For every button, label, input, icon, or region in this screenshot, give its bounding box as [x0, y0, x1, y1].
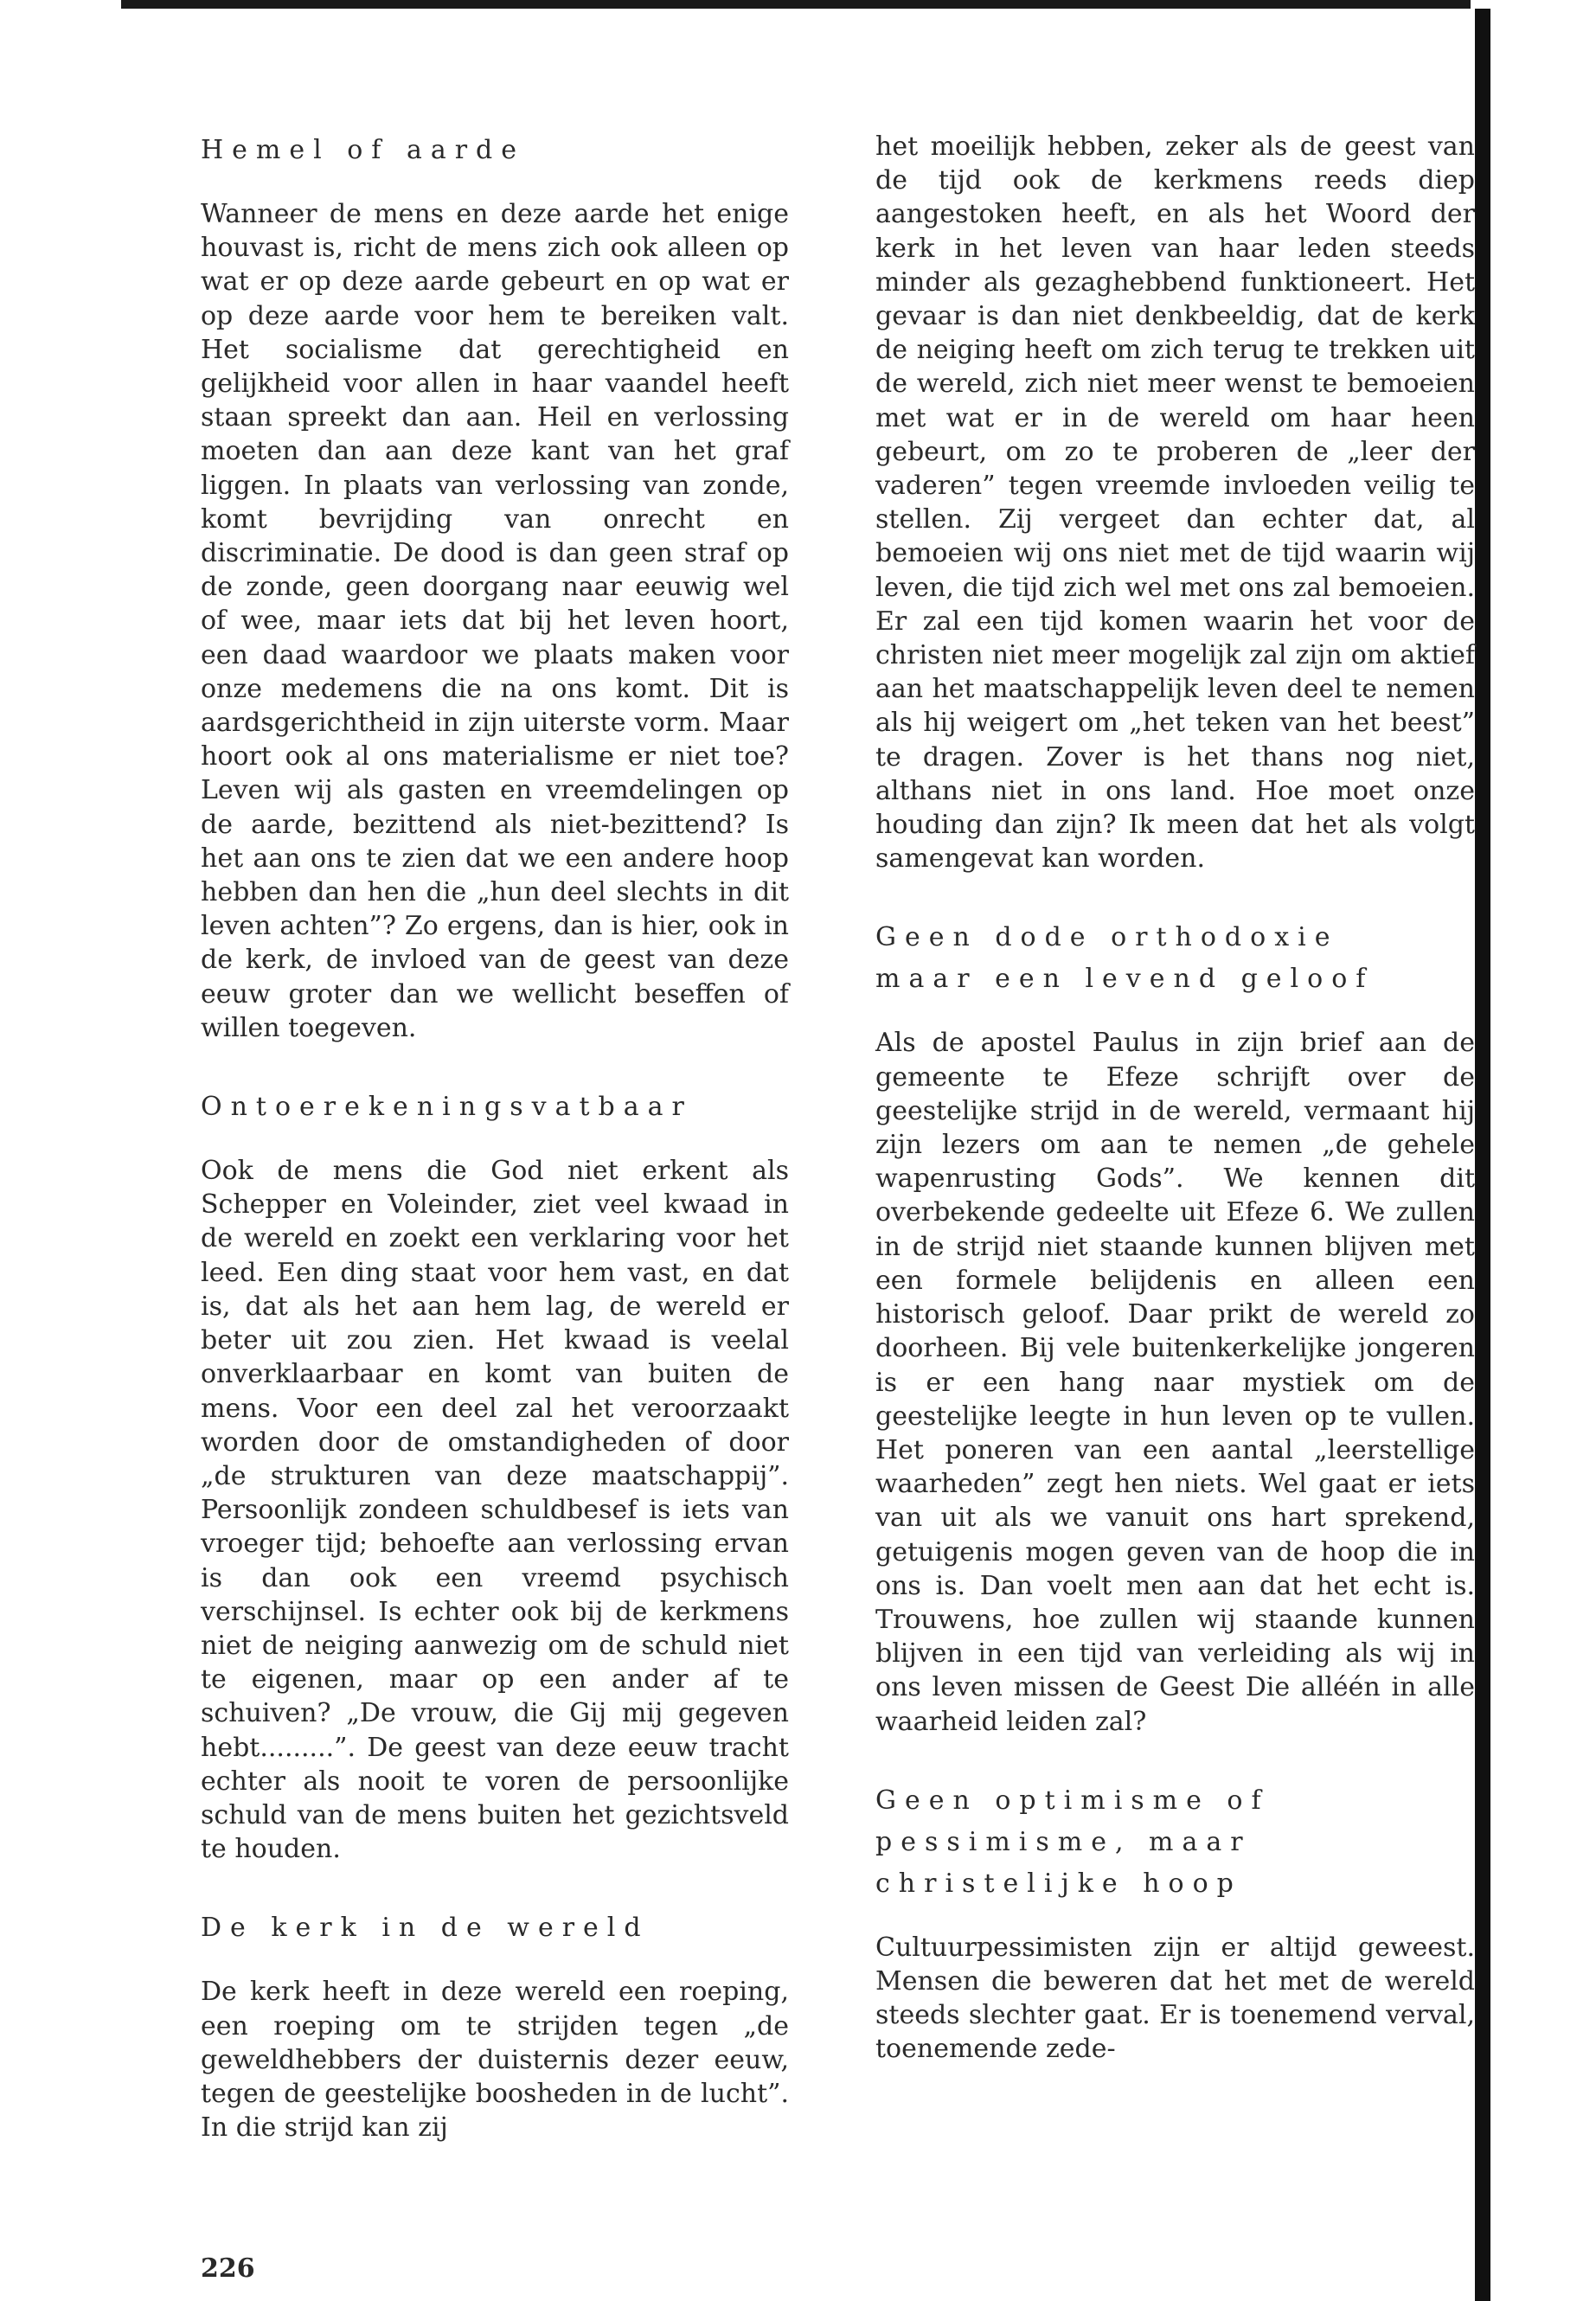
- right-column: [875, 130, 1475, 2108]
- left-column: [201, 130, 789, 2186]
- paragraph-ontoerekeningsvatbaar: Ook de mens die God niet erkent als Schepper en Voleinder, ziet veel kwaad in de wereld en zoekt een verklaring voor het leed. Een ding staat voor hem vast, en dat is, dat als het aan hem lag, de wereld er beter uit zou zien. Het kwaad is veelal onverklaarbaar en komt van buiten de mens. Voor een deel zal het veroorzaakt worden door de omstandigheden of door „de strukturen van deze maatschappij”. Persoonlijk zondeen schuldbesef is iets van vroeger tijd; behoefte aan verlossing ervan is dan ook een vreemd psychisch verschijnsel. Is echter ook bij de kerkmens niet de neiging aanwezig om de schuld niet te eigenen, maar op een ander af te schuiven? „De vrouw, die Gij mij gegeven hebt.........”. De geest van deze eeuw tracht echter als nooit te voren de persoonlijke schuld van de mens buiten het gezichtsveld te houden.: [201, 1156, 789, 1865]
- paragraph-continued: het moeilijk hebben, zeker als de geest van de tijd ook de kerkmens reeds diep aangestoken heeft, en als het Woord der kerk in het leven van haar leden steeds minder als gezaghebbend funktioneert. Het gevaar is dan niet denkbeeldig, dat de kerk de neiging heeft om zich terug te trekken uit de wereld, zich niet meer wenst te bemoeien met wat er in de wereld om haar heen gebeurt, om zo te proberen de „leer der vaderen” tegen vreemde invloeden veilig te stellen. Zij vergeet dan echter dat, al bemoeien wij ons niet met de tijd waarin wij leven, die tijd zich wel met ons zal bemoeien. Er zal een tijd komen waarin het voor de christen niet meer mogelijk zal zijn om aktief aan het maatschappelijk leven deel te nemen als hij weigert om „het teken van het beest” te dragen. Zover is het thans nog niet, althans niet in ons land. Hoe moet onze houding dan zijn? Ik meen dat het als volgt samengevat kan worden.: [875, 131, 1475, 875]
- scan-edge-bar: [1475, 9, 1490, 2301]
- section-heading-christelijke-hoop: Geen optimisme of pessimisme, maar christelijke hoop: [875, 1785, 1270, 1899]
- paragraph-de-kerk-in-de-wereld: De kerk heeft in deze wereld een roeping, een roeping om te strijden tegen „de geweldhebbers der duisternis dezer eeuw, tegen de geestelijke boosheden in de lucht”. In die strijd kan zij: [201, 1977, 789, 2144]
- paragraph-christelijke-hoop: Cultuurpessimisten zijn er altijd geweest. Mensen die beweren dat het met de wereld steeds slechter gaat. Er is toenemend verval, toenemende zede-: [875, 1932, 1475, 2065]
- section-heading-hemel-of-aarde: Hemel of aarde: [201, 135, 526, 165]
- paragraph-geen-dode-orthodoxie: Als de apostel Paulus in zijn brief aan de gemeente te Efeze schrijft over de geestelijke strijd in de wereld, vermaant hij zijn lezers om aan te nemen „de gehele wapenrusting Gods”. We kennen dit overbekende gedeelte uit Efeze 6. We zullen in de strijd niet staande kunnen blijven met een formele belijdenis en alleen een historisch geloof. Daar prikt de wereld zo doorheen. Bij vele buitenkerkelijke jongeren is er een hang naar mystiek om de geestelijke leegte in hun leven op te vullen. Het poneren van een aantal „leerstellige waarheden” zegt hen niets. Wel gaat er iets van uit als we vanuit ons hart sprekend, getuigenis mogen geven van de hoop die in ons is. Dan voelt men aan dat het echt is. Trouwens, hoe zullen wij staande kunnen blijven in een tijd van verleiding als wij in ons leven missen de Geest Die alléén in alle waarheid leiden zal?: [875, 1028, 1475, 1737]
- paragraph-hemel-of-aarde: Wanneer de mens en deze aarde het enige houvast is, richt de mens zich ook alleen op wat er op deze aarde gebeurt en op wat er op deze aarde voor hem te bereiken valt. Het socialisme dat gerechtigheid en gelijkheid voor allen in haar vaandel heeft staan spreekt dan aan. Heil en verlossing moeten dan aan deze kant van het graf liggen. In plaats van verlossing van zonde, komt bevrijding van onrecht en discriminatie. De dood is dan geen straf op de zonde, geen doorgang naar eeuwig wel of wee, maar iets dat bij het leven hoort, een daad waardoor we plaats maken voor onze medemens die na ons komt. Dit is aardsgerichtheid in zijn uiterste vorm. Maar hoort ook al ons materialisme er niet toe? Leven wij als gasten en vreemdelingen op de aarde, bezittend als niet-bezittend? Is het aan ons te zien dat we een andere hoop hebben dan hen die „hun deel slechts in dit leven achten”? Zo ergens, dan is hier, ook in de kerk, de invloed van de geest van deze eeuw groter dan we wellicht beseffen of willen toegeven.: [201, 199, 789, 1043]
- section-heading-de-kerk-in-de-wereld: De kerk in de wereld: [201, 1913, 650, 1944]
- page-number: 226: [201, 2253, 255, 2284]
- top-rule: [121, 0, 1471, 9]
- section-heading-geen-dode-orthodoxie: Geen dode orthodoxie maar een levend geloof: [875, 922, 1375, 995]
- section-heading-ontoerekeningsvatbaar: Ontoerekeningsvatbaar: [201, 1092, 693, 1123]
